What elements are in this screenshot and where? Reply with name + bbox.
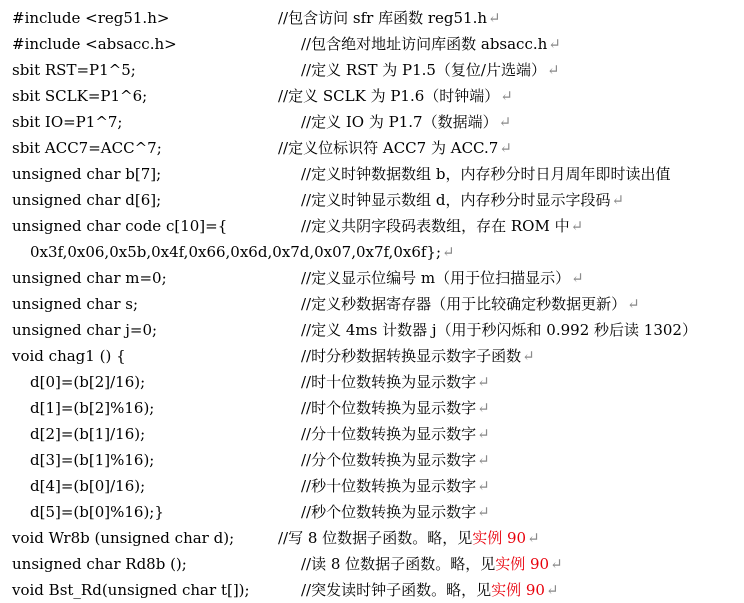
comment-body: //写 8 位数据子函数。略，见: [278, 529, 473, 547]
comment-body: //秒个位数转换为显示数字: [301, 503, 477, 521]
comment-text: [278, 136, 512, 160]
code-text: void chag1 () {: [12, 347, 126, 365]
comment-text: [301, 370, 490, 394]
comment-text: [301, 318, 697, 342]
comment-text: [278, 526, 540, 550]
paragraph-mark-icon: ↵: [477, 425, 490, 443]
comment-text: [301, 578, 559, 602]
comment-body: //读 8 位数据子函数。略，见: [301, 555, 496, 573]
code-text: d[1]=(b[2]%16);: [30, 399, 155, 417]
cross-reference-link[interactable]: 实例 90: [472, 529, 527, 547]
code-text: d[5]=(b[0]%16);}: [30, 503, 164, 521]
code-text: sbit SCLK=P1^6;: [12, 87, 148, 105]
code-text: d[2]=(b[1]/16);: [30, 425, 146, 443]
comment-body: //定义秒数据寄存器（用于比较确定秒数据更新）: [301, 295, 627, 313]
comment-text: [301, 500, 490, 524]
comment-text: [278, 84, 513, 108]
paragraph-mark-icon: ↵: [498, 113, 512, 131]
paragraph-mark-icon: ↵: [527, 529, 540, 547]
code-line: [0, 552, 744, 576]
comment-body: //突发读时钟子函数。略，见: [301, 581, 492, 599]
code-line: [0, 214, 744, 238]
code-line: [0, 318, 744, 342]
comment-text: [301, 422, 490, 446]
code-text: d[4]=(b[0]/16);: [30, 477, 146, 495]
paragraph-mark-icon: ↵: [547, 61, 560, 79]
cross-reference-link[interactable]: 实例 90: [495, 555, 550, 573]
comment-body: //定义 IO 为 P1.7（数据端）: [301, 113, 498, 131]
comment-body: //包含绝对地址访问库函数 absacc.h: [301, 35, 548, 53]
code-body: 0x3f,0x06,0x5b,0x4f,0x66,0x6d,0x7d,0x07,0x7f,0x6f};: [30, 243, 442, 261]
comment-body: //定义时钟数据数组 b，内存秒分时日月周年即时读出值: [301, 165, 671, 183]
code-text: sbit RST=P1^5;: [12, 61, 136, 79]
code-text: d[0]=(b[2]/16);: [30, 373, 146, 391]
comment-text: [301, 344, 535, 368]
comment-text: [278, 6, 501, 30]
paragraph-mark-icon: ↵: [442, 243, 455, 261]
comment-body: //定义显示位编号 m（用于位扫描显示）: [301, 269, 571, 287]
code-line: [0, 162, 744, 186]
cross-reference-link[interactable]: 实例 90: [491, 581, 545, 599]
comment-body: //分个位数转换为显示数字: [301, 451, 477, 469]
code-line: [0, 448, 744, 472]
code-text: unsigned char j=0;: [12, 321, 158, 339]
comment-text: [301, 552, 563, 576]
comment-body: //定义 RST 为 P1.5（复位/片选端）: [301, 61, 546, 79]
code-line: [0, 526, 744, 550]
code-text: sbit IO=P1^7;: [12, 113, 123, 131]
code-text: sbit ACC7=ACC^7;: [12, 139, 162, 157]
code-text: void Wr8b (unsigned char d);: [12, 529, 235, 547]
code-line: [0, 396, 744, 420]
paragraph-mark-icon: ↵: [522, 347, 535, 365]
paragraph-mark-icon: ↵: [499, 139, 512, 157]
comment-text: [301, 188, 624, 212]
paragraph-mark-icon: ↵: [545, 581, 559, 599]
paragraph-mark-icon: ↵: [477, 399, 490, 417]
paragraph-mark-icon: ↵: [477, 503, 490, 521]
comment-body: //定义时钟显示数组 d，内存秒分时显示字段码: [301, 191, 611, 209]
code-line: [0, 578, 744, 602]
code-text: unsigned char d[6];: [12, 191, 162, 209]
comment-text: [301, 396, 490, 420]
comment-body: //时十位数转换为显示数字: [301, 373, 477, 391]
code-line: [0, 6, 744, 30]
paragraph-mark-icon: ↵: [627, 295, 640, 313]
code-line: [0, 500, 744, 524]
comment-text: [301, 32, 561, 56]
code-line: [0, 110, 744, 134]
paragraph-mark-icon: ↵: [477, 373, 490, 391]
code-line: [0, 84, 744, 108]
comment-text: [301, 162, 670, 186]
comment-body: //定义 4ms 计数器 j（用于秒闪烁和 0.992 秒后读 1302）: [301, 321, 697, 339]
code-text: void Bst_Rd(unsigned char t[]);: [12, 581, 250, 599]
code-text: unsigned char Rd8b ();: [12, 555, 187, 573]
code-text: [30, 240, 455, 264]
comment-text: [301, 214, 583, 238]
code-line: [0, 266, 744, 290]
code-line: [0, 292, 744, 316]
comment-body: //分十位数转换为显示数字: [301, 425, 477, 443]
code-text: #include <reg51.h>: [12, 9, 170, 27]
code-text: unsigned char m=0;: [12, 269, 167, 287]
code-text: d[3]=(b[1]%16);: [30, 451, 155, 469]
paragraph-mark-icon: ↵: [500, 87, 513, 105]
code-line: [0, 58, 744, 82]
code-line: [0, 370, 744, 394]
paragraph-mark-icon: ↵: [488, 9, 501, 27]
comment-text: [301, 58, 560, 82]
comment-body: //定义 SCLK 为 P1.6（时钟端）: [278, 87, 500, 105]
comment-text: [301, 448, 490, 472]
paragraph-mark-icon: ↵: [477, 477, 490, 495]
code-text: unsigned char s;: [12, 295, 139, 313]
paragraph-mark-icon: ↵: [548, 35, 561, 53]
comment-body: //包含访问 sfr 库函数 reg51.h: [278, 9, 487, 27]
paragraph-mark-icon: ↵: [570, 217, 584, 235]
code-line: [0, 240, 744, 264]
paragraph-mark-icon: ↵: [550, 555, 563, 573]
code-line: [0, 136, 744, 160]
comment-body: //定义共阴字段码表数组，存在 ROM 中: [301, 217, 570, 235]
code-line: [0, 344, 744, 368]
comment-text: [301, 266, 584, 290]
code-line: [0, 422, 744, 446]
comment-body: //时个位数转换为显示数字: [301, 399, 477, 417]
code-line: [0, 474, 744, 498]
comment-text: [301, 110, 511, 134]
code-text: #include <absacc.h>: [12, 35, 177, 53]
comment-text: [301, 474, 490, 498]
code-line: [0, 188, 744, 212]
comment-text: [301, 292, 640, 316]
comment-body: //时分秒数据转换显示数字子函数: [301, 347, 522, 365]
comment-body: //定义位标识符 ACC7 为 ACC.7: [278, 139, 499, 157]
paragraph-mark-icon: ↵: [477, 451, 490, 469]
code-line: [0, 32, 744, 56]
code-text: unsigned char code c[10]={: [12, 217, 228, 235]
paragraph-mark-icon: ↵: [571, 269, 584, 287]
comment-body: //秒十位数转换为显示数字: [301, 477, 477, 495]
paragraph-mark-icon: ↵: [611, 191, 625, 209]
code-text: unsigned char b[7];: [12, 165, 162, 183]
